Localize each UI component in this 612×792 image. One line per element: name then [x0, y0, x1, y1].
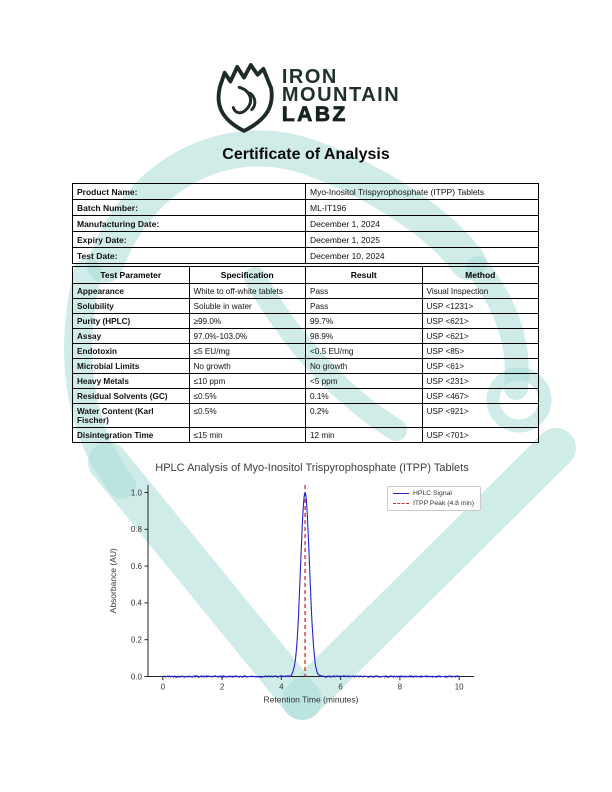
- mountain-shield-icon: [212, 58, 276, 136]
- results-row: [73, 314, 539, 329]
- info-label: Test Date:: [73, 248, 306, 264]
- hplc-chart: [100, 455, 512, 725]
- result-cell: <5 ppm: [306, 374, 423, 389]
- result-parameter: Appearance: [73, 284, 190, 299]
- results-row: [73, 389, 539, 404]
- result-cell: 0.2%: [306, 404, 423, 428]
- svg-text:6: 6: [338, 682, 343, 692]
- result-cell: No growth: [306, 359, 423, 374]
- legend-label-signal: HPLC Signal: [413, 490, 452, 497]
- info-label: Manufacturing Date:: [73, 216, 306, 232]
- info-label: Expiry Date:: [73, 232, 306, 248]
- svg-text:0.2: 0.2: [130, 635, 142, 645]
- result-cell: ≤0.5%: [189, 404, 306, 428]
- legend-label-peak: ITPP Peak (4.8 min): [413, 500, 475, 507]
- results-row: [73, 428, 539, 443]
- result-parameter: Microbial Limits: [73, 359, 190, 374]
- info-row: [73, 216, 539, 232]
- svg-text:4: 4: [279, 682, 284, 692]
- results-row: [73, 344, 539, 359]
- svg-text:Absorbance (AU): Absorbance (AU): [108, 548, 118, 614]
- svg-text:0.4: 0.4: [130, 598, 142, 608]
- result-cell: ≥99.0%: [189, 314, 306, 329]
- results-row: [73, 404, 539, 428]
- logo-line-2: MOUNTAIN: [281, 84, 401, 107]
- result-cell: USP <701>: [422, 428, 539, 443]
- svg-text:8: 8: [397, 682, 403, 692]
- result-cell: ≤5 EU/mg: [189, 344, 306, 359]
- svg-text:0: 0: [160, 682, 166, 692]
- info-value: Myo-Inositol Trispyrophosphate (ITPP) Tablets: [306, 184, 539, 200]
- legend-entry-signal: [393, 490, 474, 497]
- info-value: December 10, 2024: [306, 248, 539, 264]
- result-cell: Visual Inspection: [422, 284, 539, 299]
- result-cell: Soluble in water: [189, 299, 306, 314]
- result-cell: ≤0.5%: [189, 389, 306, 404]
- page-title: Certificate of Analysis: [222, 146, 390, 163]
- info-row: [73, 200, 539, 216]
- result-cell: No growth: [189, 359, 306, 374]
- result-cell: Pass: [306, 299, 423, 314]
- results-header: Specification: [189, 267, 306, 284]
- logo-wordmark: [281, 66, 401, 126]
- legend-dashed-swatch: [393, 503, 409, 504]
- svg-text:1.0: 1.0: [130, 488, 142, 498]
- result-cell: <0.5 EU/mg: [306, 344, 423, 359]
- result-cell: USP <85>: [422, 344, 539, 359]
- result-cell: 12 min: [306, 428, 423, 443]
- logo-line-1: IRON: [281, 66, 338, 89]
- result-cell: 99.7%: [306, 314, 423, 329]
- svg-text:10: 10: [454, 682, 464, 692]
- result-cell: USP <921>: [422, 404, 539, 428]
- result-cell: Pass: [306, 284, 423, 299]
- result-cell: USP <621>: [422, 314, 539, 329]
- result-cell: USP <467>: [422, 389, 539, 404]
- svg-text:0.8: 0.8: [130, 525, 142, 535]
- svg-text:Retention Time (minutes): Retention Time (minutes): [263, 694, 359, 705]
- info-row: [73, 232, 539, 248]
- result-cell: 97.0%-103.0%: [189, 329, 306, 344]
- info-value: ML-IT196: [306, 200, 539, 216]
- result-cell: ≤15 min: [189, 428, 306, 443]
- svg-text:HPLC Analysis of Myo-Inositol: HPLC Analysis of Myo-Inositol Trispyrophosphate (ITPP) Tablets: [155, 462, 469, 474]
- svg-text:2: 2: [219, 682, 225, 692]
- logo-line-3: LABZ: [281, 102, 348, 126]
- legend-entry-peak: [393, 500, 474, 507]
- result-parameter: Solubility: [73, 299, 190, 314]
- result-cell: 98.9%: [306, 329, 423, 344]
- info-row: [73, 248, 539, 264]
- info-value: December 1, 2024: [306, 216, 539, 232]
- info-value: December 1, 2025: [306, 232, 539, 248]
- result-cell: USP <1231>: [422, 299, 539, 314]
- chart-legend: [387, 486, 481, 511]
- result-parameter: Heavy Metals: [73, 374, 190, 389]
- results-header: Method: [422, 267, 539, 284]
- result-cell: White to off-white tablets: [189, 284, 306, 299]
- result-parameter: Disintegration Time: [73, 428, 190, 443]
- logo: [0, 0, 612, 136]
- test-results-table: [72, 266, 539, 443]
- result-cell: USP <621>: [422, 329, 539, 344]
- product-info-table: [72, 183, 539, 264]
- result-cell: USP <231>: [422, 374, 539, 389]
- result-parameter: Endotoxin: [73, 344, 190, 359]
- results-row: [73, 299, 539, 314]
- results-header: Test Parameter: [73, 267, 190, 284]
- results-row: [73, 374, 539, 389]
- results-row: [73, 329, 539, 344]
- info-row: [73, 184, 539, 200]
- result-parameter: Assay: [73, 329, 190, 344]
- info-label: Product Name:: [73, 184, 306, 200]
- result-parameter: Water Content (Karl Fischer): [73, 404, 190, 428]
- svg-text:0.6: 0.6: [130, 561, 142, 571]
- results-header: Result: [306, 267, 423, 284]
- result-cell: USP <61>: [422, 359, 539, 374]
- result-cell: ≤10 ppm: [189, 374, 306, 389]
- svg-text:0.0: 0.0: [130, 672, 142, 682]
- info-label: Batch Number:: [73, 200, 306, 216]
- result-parameter: Purity (HPLC): [73, 314, 190, 329]
- results-row: [73, 284, 539, 299]
- legend-line-swatch: [393, 493, 409, 494]
- result-parameter: Residual Solvents (GC): [73, 389, 190, 404]
- results-row: [73, 359, 539, 374]
- result-cell: 0.1%: [306, 389, 423, 404]
